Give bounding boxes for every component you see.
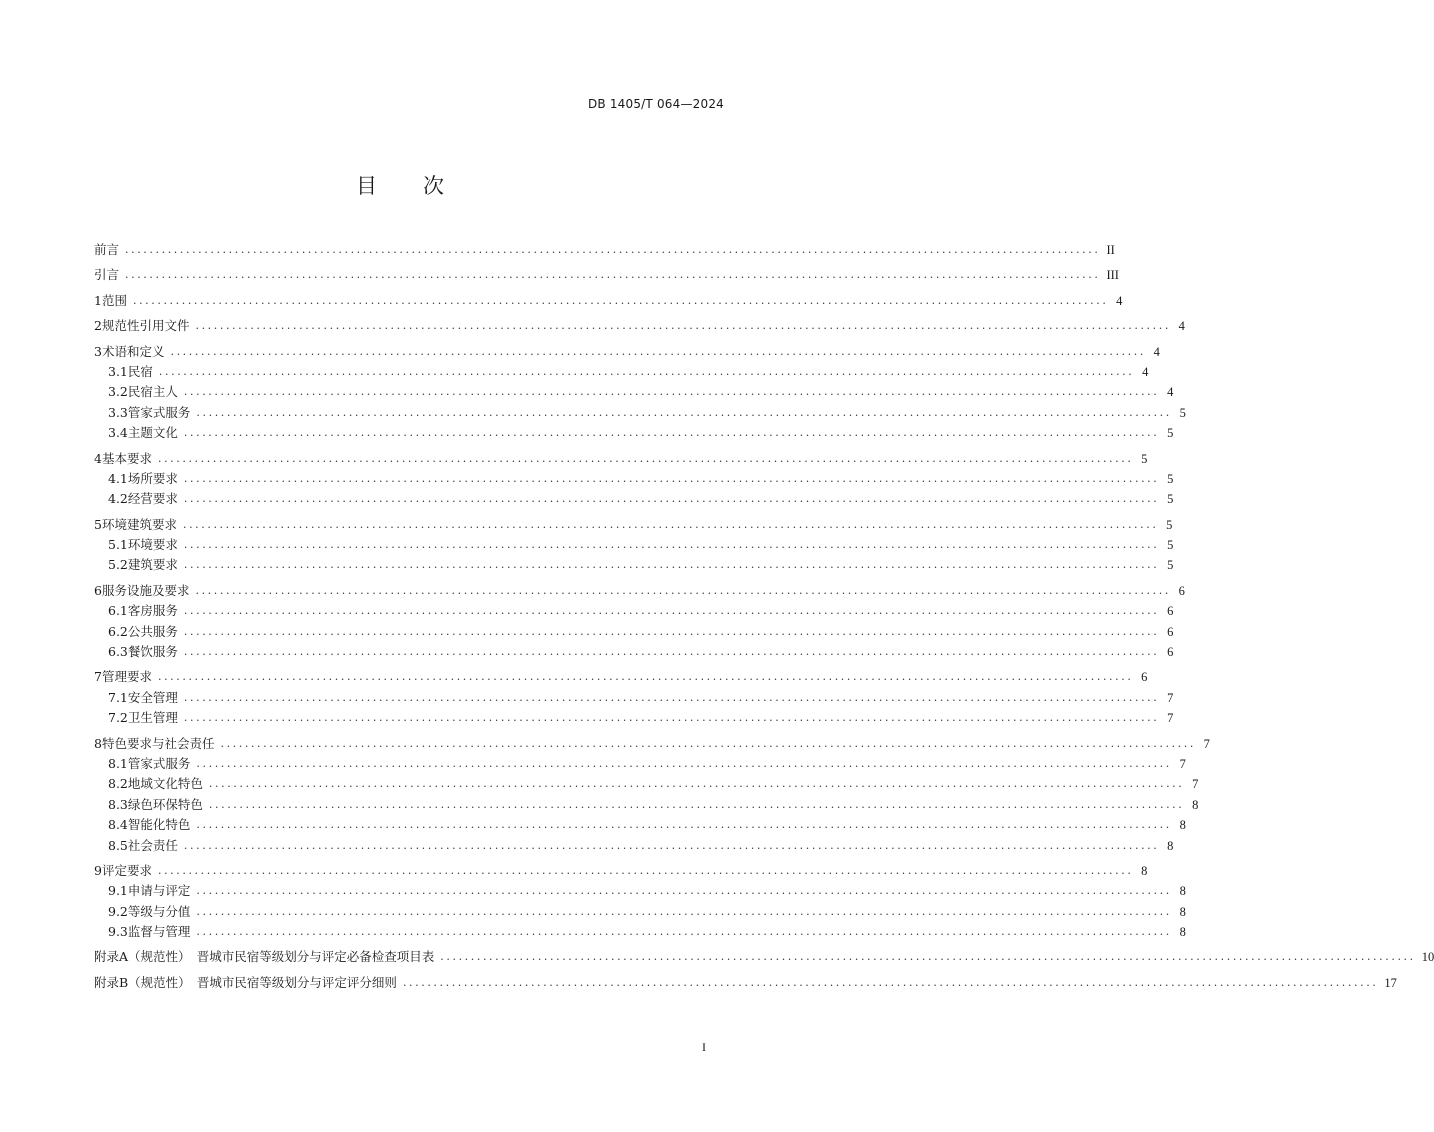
toc-entry[interactable] (94, 795, 1199, 815)
toc-entry[interactable] (94, 535, 1174, 555)
toc-entry[interactable] (94, 815, 1186, 835)
table-of-contents (94, 240, 1434, 993)
toc-entry-page: 6 (1167, 645, 1174, 660)
title-char-left: 目 (356, 174, 377, 198)
toc-entry[interactable] (94, 265, 1119, 285)
toc-entry-label: 卫生管理 (127, 710, 178, 726)
toc-entry-page: 8 (1179, 904, 1186, 919)
toc-entry[interactable] (94, 734, 1210, 754)
toc-entry-label: 环境建筑要求 (101, 516, 177, 532)
toc-entry-number: 3.4 (108, 425, 128, 441)
toc-entry-page: 6 (1141, 670, 1148, 685)
toc-entry-number: 7.2 (108, 710, 128, 726)
toc-leader-dots: ................................................................................................................................................................ (195, 583, 1171, 597)
toc-entry-page: 7 (1179, 756, 1186, 771)
toc-entry-label: 建筑要求 (127, 557, 178, 573)
toc-entry-label: 场所要求 (127, 470, 178, 486)
toc-entry-label: 经营要求 (127, 491, 178, 507)
toc-entry[interactable] (94, 362, 1149, 382)
toc-leader-dots: ................................................................................................................................................................ (183, 538, 1160, 552)
toc-entry-number: 2 (94, 318, 102, 334)
toc-entry-page: 10 (1421, 950, 1434, 965)
toc-leader-dots: ................................................................................................................................................................ (183, 426, 1160, 440)
toc-entry-label: 监督与管理 (127, 924, 191, 940)
toc-entry-page: 7 (1167, 690, 1174, 705)
toc-leader-dots: ................................................................................................................................................................ (158, 364, 1135, 378)
toc-entry-page: 5 (1166, 517, 1173, 532)
toc-entry[interactable] (94, 423, 1174, 443)
toc-entry-number: 3 (94, 343, 102, 359)
toc-entry-label: 管家式服务 (127, 404, 191, 420)
toc-entry-label: 附录B（规范性） 晋城市民宿等级划分与评定评分细则 (94, 974, 397, 990)
toc-leader-dots: ................................................................................................................................................................ (157, 863, 1134, 877)
toc-entry-label: 民宿主人 (127, 384, 178, 400)
toc-entry-page: 8 (1167, 838, 1174, 853)
toc-leader-dots: ................................................................................................................................................................ (132, 293, 1109, 307)
toc-entry-label: 等级与分值 (127, 903, 191, 919)
toc-entry-number: 6.3 (108, 644, 128, 660)
toc-entry-label: 前言 (94, 241, 120, 257)
toc-leader-dots: ................................................................................................................................................................ (208, 777, 1185, 791)
toc-entry[interactable] (94, 515, 1173, 535)
toc-leader-dots: ................................................................................................................................................................ (183, 492, 1160, 506)
toc-entry-number: 7 (94, 669, 102, 685)
toc-entry-label: 环境要求 (127, 537, 178, 553)
toc-entry-page: 8 (1192, 797, 1199, 812)
toc-entry-number: 1 (94, 292, 102, 308)
toc-entry-label: 绿色环保特色 (127, 796, 203, 812)
toc-entry-label: 管理要求 (101, 669, 152, 685)
toc-entry-page: 6 (1178, 583, 1185, 598)
toc-entry-label: 评定要求 (101, 862, 152, 878)
toc-entry-page: 4 (1116, 293, 1123, 308)
toc-entry[interactable] (94, 342, 1160, 362)
page-number: I (702, 1040, 706, 1054)
toc-entry[interactable] (94, 688, 1174, 708)
toc-leader-dots: ................................................................................................................................................................ (440, 950, 1416, 964)
toc-leader-dots: ................................................................................................................................................................ (183, 690, 1160, 704)
toc-entry-label: 地域文化特色 (127, 776, 203, 792)
toc-entry-page: 8 (1141, 863, 1148, 878)
toc-entry-label: 客房服务 (127, 603, 178, 619)
toc-leader-dots: ................................................................................................................................................................ (402, 975, 1379, 989)
toc-entry[interactable] (94, 581, 1185, 601)
toc-entry[interactable] (94, 708, 1174, 728)
toc-entry-page: 17 (1384, 975, 1397, 990)
toc-leader-dots: ................................................................................................................................................................ (196, 925, 1172, 939)
toc-entry-number: 6.2 (108, 623, 128, 639)
toc-entry-page: 4 (1167, 385, 1174, 400)
toc-leader-dots: ................................................................................................................................................................ (208, 797, 1185, 811)
toc-entry-page: 4 (1142, 364, 1149, 379)
toc-entry-page: 4 (1178, 319, 1185, 334)
toc-entry[interactable] (94, 240, 1115, 260)
toc-entry-number: 8.3 (108, 796, 128, 812)
toc-leader-dots: ................................................................................................................................................................ (196, 818, 1172, 832)
toc-entry-label: 申请与评定 (127, 883, 191, 899)
toc-entry[interactable] (94, 382, 1174, 402)
toc-entry[interactable] (94, 316, 1185, 336)
toc-entry[interactable] (94, 836, 1174, 856)
toc-entry-page: 5 (1141, 451, 1148, 466)
toc-entry[interactable] (94, 642, 1174, 662)
toc-entry[interactable] (94, 973, 1397, 993)
toc-entry-label: 管家式服务 (127, 755, 191, 771)
toc-leader-dots: ................................................................................................................................................................ (183, 838, 1160, 852)
toc-entry-label: 服务设施及要求 (101, 582, 190, 598)
toc-entry-page: 8 (1179, 884, 1186, 899)
toc-entry-label: 基本要求 (101, 450, 152, 466)
toc-entry-number: 9.2 (108, 903, 128, 919)
toc-leader-dots: ................................................................................................................................................................ (125, 242, 1101, 256)
toc-entry[interactable] (94, 489, 1174, 509)
toc-entry[interactable] (94, 881, 1186, 901)
toc-entry[interactable] (94, 948, 1434, 968)
toc-leader-dots: ................................................................................................................................................................ (157, 451, 1134, 465)
toc-leader-dots: ................................................................................................................................................................ (125, 268, 1101, 282)
toc-leader-dots: ................................................................................................................................................................ (183, 645, 1160, 659)
toc-entry-label: 范围 (101, 292, 127, 308)
toc-entry-label: 特色要求与社会责任 (101, 735, 215, 751)
toc-entry-number: 4.1 (108, 470, 128, 486)
toc-entry[interactable] (94, 754, 1186, 774)
toc-entry-page: 5 (1167, 558, 1174, 573)
toc-entry[interactable] (94, 774, 1199, 794)
toc-entry-number: 3.1 (108, 363, 128, 379)
toc-entry-page: 6 (1167, 604, 1174, 619)
toc-leader-dots: ................................................................................................................................................................ (183, 711, 1160, 725)
toc-entry-page: 5 (1167, 471, 1174, 486)
toc-entry-number: 3.2 (108, 384, 128, 400)
toc-entry-label: 引言 (94, 267, 120, 283)
document-code: DB 1405/T 064—2024 (587, 97, 724, 111)
toc-entry[interactable] (94, 555, 1174, 575)
toc-entry-number: 5.2 (108, 557, 128, 573)
toc-entry-number: 9.1 (108, 883, 128, 899)
toc-entry-label: 术语和定义 (101, 343, 165, 359)
toc-entry[interactable] (94, 291, 1123, 311)
toc-entry-page: 7 (1167, 711, 1174, 726)
toc-entry-page: 4 (1153, 344, 1160, 359)
toc-entry-number: 8.2 (108, 776, 128, 792)
toc-leader-dots: ................................................................................................................................................................ (183, 385, 1160, 399)
toc-leader-dots: ................................................................................................................................................................ (182, 517, 1159, 531)
toc-entry-page: 5 (1167, 426, 1174, 441)
toc-entry[interactable] (94, 469, 1174, 489)
toc-leader-dots: ................................................................................................................................................................ (196, 904, 1172, 918)
toc-entry-number: 6.1 (108, 603, 128, 619)
toc-entry-number: 4 (94, 450, 102, 466)
toc-entry-number: 3.3 (108, 404, 128, 420)
toc-entry-number: 4.2 (108, 491, 128, 507)
title-char-right: 次 (423, 174, 444, 198)
toc-entry-label: 主题文化 (127, 425, 178, 441)
toc-entry-page: 5 (1179, 405, 1186, 420)
toc-entry[interactable] (94, 449, 1148, 469)
toc-entry-number: 9 (94, 862, 102, 878)
toc-entry-page: 5 (1167, 492, 1174, 507)
toc-entry-number: 8 (94, 735, 102, 751)
toc-entry-number: 8.1 (108, 755, 128, 771)
toc-entry[interactable] (94, 601, 1174, 621)
toc-entry-label: 社会责任 (127, 837, 178, 853)
toc-leader-dots: ................................................................................................................................................................ (183, 471, 1160, 485)
toc-leader-dots: ................................................................................................................................................................ (196, 884, 1172, 898)
toc-entry[interactable] (94, 403, 1186, 423)
toc-leader-dots: ................................................................................................................................................................ (183, 558, 1160, 572)
toc-entry-number: 7.1 (108, 689, 128, 705)
toc-entry[interactable] (94, 861, 1148, 881)
toc-entry-label: 附录A（规范性） 晋城市民宿等级划分与评定必备检查项目表 (94, 949, 435, 965)
toc-entry-number: 8.4 (108, 817, 128, 833)
toc-leader-dots: ................................................................................................................................................................ (183, 604, 1160, 618)
toc-leader-dots: ................................................................................................................................................................ (196, 756, 1172, 770)
toc-entry-label: 规范性引用文件 (101, 318, 190, 334)
toc-entry-page: 7 (1192, 777, 1199, 792)
toc-entry[interactable] (94, 902, 1186, 922)
toc-entry-page: 7 (1203, 736, 1210, 751)
page-title (0, 170, 800, 200)
toc-entry-page: III (1106, 268, 1119, 283)
toc-entry-number: 6 (94, 582, 102, 598)
toc-leader-dots: ................................................................................................................................................................ (195, 319, 1171, 333)
toc-entry[interactable] (94, 922, 1186, 942)
toc-entry-label: 安全管理 (127, 689, 178, 705)
toc-entry-number: 8.5 (108, 837, 128, 853)
toc-entry-number: 5 (94, 516, 102, 532)
toc-entry[interactable] (94, 622, 1174, 642)
toc-entry-label: 民宿 (127, 363, 153, 379)
toc-entry-page: 8 (1179, 818, 1186, 833)
toc-leader-dots: ................................................................................................................................................................ (220, 736, 1196, 750)
toc-entry-number: 9.3 (108, 924, 128, 940)
toc-entry-label: 餐饮服务 (127, 644, 178, 660)
toc-leader-dots: ................................................................................................................................................................ (183, 624, 1160, 638)
toc-entry-page: 8 (1179, 925, 1186, 940)
toc-entry-number: 5.1 (108, 537, 128, 553)
toc-leader-dots: ................................................................................................................................................................ (196, 405, 1172, 419)
toc-entry-page: 5 (1167, 538, 1174, 553)
toc-entry-label: 公共服务 (127, 623, 178, 639)
toc-entry-page: 6 (1167, 624, 1174, 639)
toc-entry-page: II (1106, 242, 1115, 257)
toc-entry[interactable] (94, 667, 1148, 687)
toc-entry-label: 智能化特色 (127, 817, 191, 833)
toc-leader-dots: ................................................................................................................................................................ (170, 344, 1146, 358)
toc-leader-dots: ................................................................................................................................................................ (157, 670, 1134, 684)
